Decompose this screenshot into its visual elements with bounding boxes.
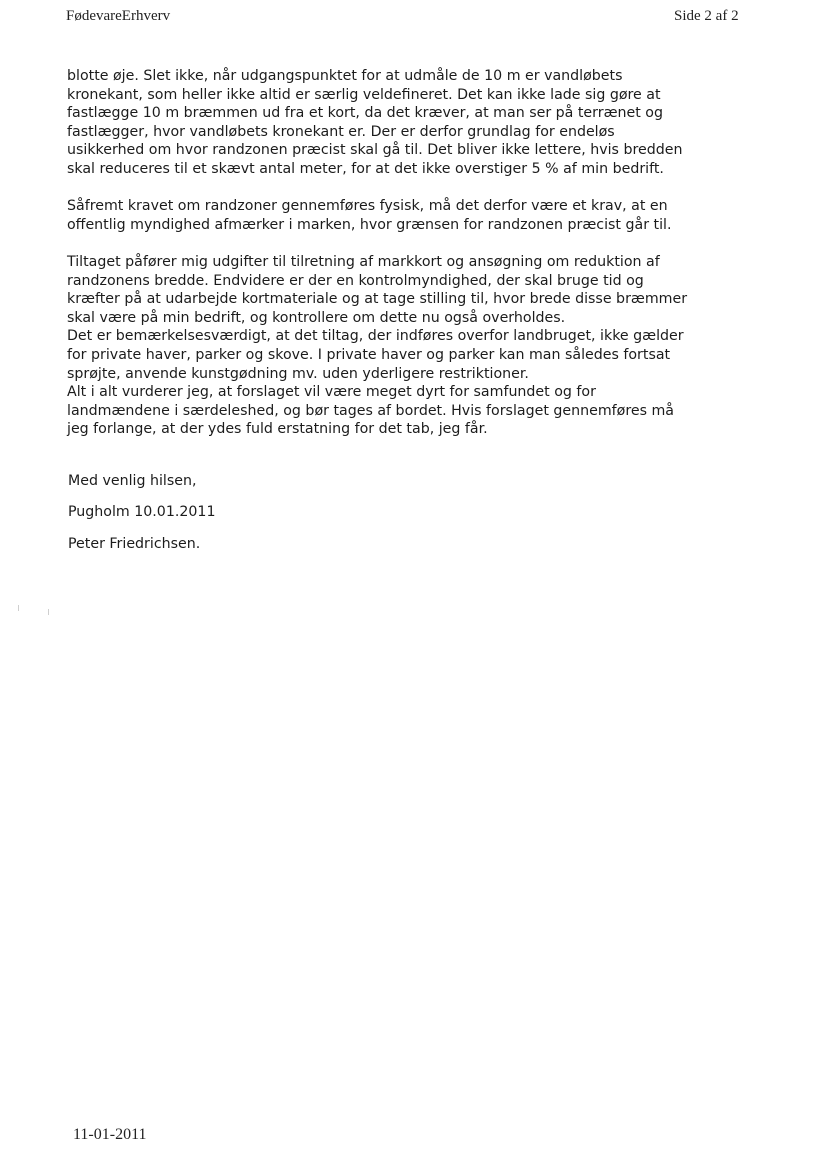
paragraph-2 bbox=[67, 197, 757, 234]
text-line: for private haver, parker og skove. I private haver og parker kan man således fortsat bbox=[67, 346, 671, 363]
text-line: Alt i alt vurderer jeg, at forslaget vil være meget dyrt for samfundet og for bbox=[67, 384, 596, 401]
footer-date: 11-01-2011 bbox=[73, 1126, 147, 1143]
text-line: usikkerhed om hvor randzonen præcist skal gå til. Det bliver ikke lettere, hvis bredden bbox=[67, 142, 683, 159]
text-line: skal være på min bedrift, og kontrollere om dette nu også overholdes. bbox=[67, 309, 566, 326]
text-line: kræfter på at udarbejde kortmateriale og at tage stilling til, hvor brede disse bræmmer bbox=[67, 291, 688, 308]
closing-place-date: Pugholm 10.01.2011 bbox=[68, 504, 216, 520]
text-line: landmændene i særdeleshed, og bør tages af bordet. Hvis forslaget gennemføres må bbox=[67, 402, 674, 419]
scan-artifact bbox=[18, 605, 19, 611]
text-line: fastlægge 10 m bræmmen ud fra et kort, da det kræver, at man ser på terrænet og bbox=[67, 105, 663, 122]
text-line: sprøjte, anvende kunstgødning mv. uden yderligere restriktioner. bbox=[67, 365, 529, 382]
text-line: randzonens bredde. Endvidere er der en kontrolmyndighed, der skal bruge tid og bbox=[67, 272, 644, 289]
paragraph-3 bbox=[67, 253, 757, 439]
letter-body bbox=[67, 67, 757, 439]
header-organization: FødevareErhverv bbox=[66, 8, 171, 24]
scan-artifact bbox=[48, 609, 49, 615]
text-line: Det er bemærkelsesværdigt, at det tiltag, der indføres overfor landbruget, ikke gælder bbox=[67, 328, 684, 345]
text-line: Tiltaget påfører mig udgifter til tilretning af markkort og ansøgning om reduktion af bbox=[67, 253, 660, 270]
paragraph-1 bbox=[67, 67, 757, 179]
text-line: Såfremt kravet om randzoner gennemføres fysisk, må det derfor være et krav, at en bbox=[67, 198, 668, 215]
header-page-number: Side 2 af 2 bbox=[674, 8, 739, 24]
text-line: fastlægger, hvor vandløbets kronekant er. Der er derfor grundlag for endeløs bbox=[67, 123, 615, 140]
text-line: blotte øje. Slet ikke, når udgangspunktet for at udmåle de 10 m er vandløbets bbox=[67, 68, 623, 84]
closing-greeting: Med venlig hilsen, bbox=[68, 473, 197, 489]
text-line: skal reduceres til et skævt antal meter, for at det ikke overstiger 5 % af min bedrift. bbox=[67, 160, 664, 177]
closing-signature: Peter Friedrichsen. bbox=[68, 536, 201, 552]
text-line: kronekant, som heller ikke altid er særlig veldefineret. Det kan ikke lade sig gøre at bbox=[67, 86, 661, 103]
text-line: offentlig myndighed afmærker i marken, hvor grænsen for randzonen præcist går til. bbox=[67, 216, 672, 233]
text-line: jeg forlange, at der ydes fuld erstatning for det tab, jeg får. bbox=[67, 421, 488, 438]
